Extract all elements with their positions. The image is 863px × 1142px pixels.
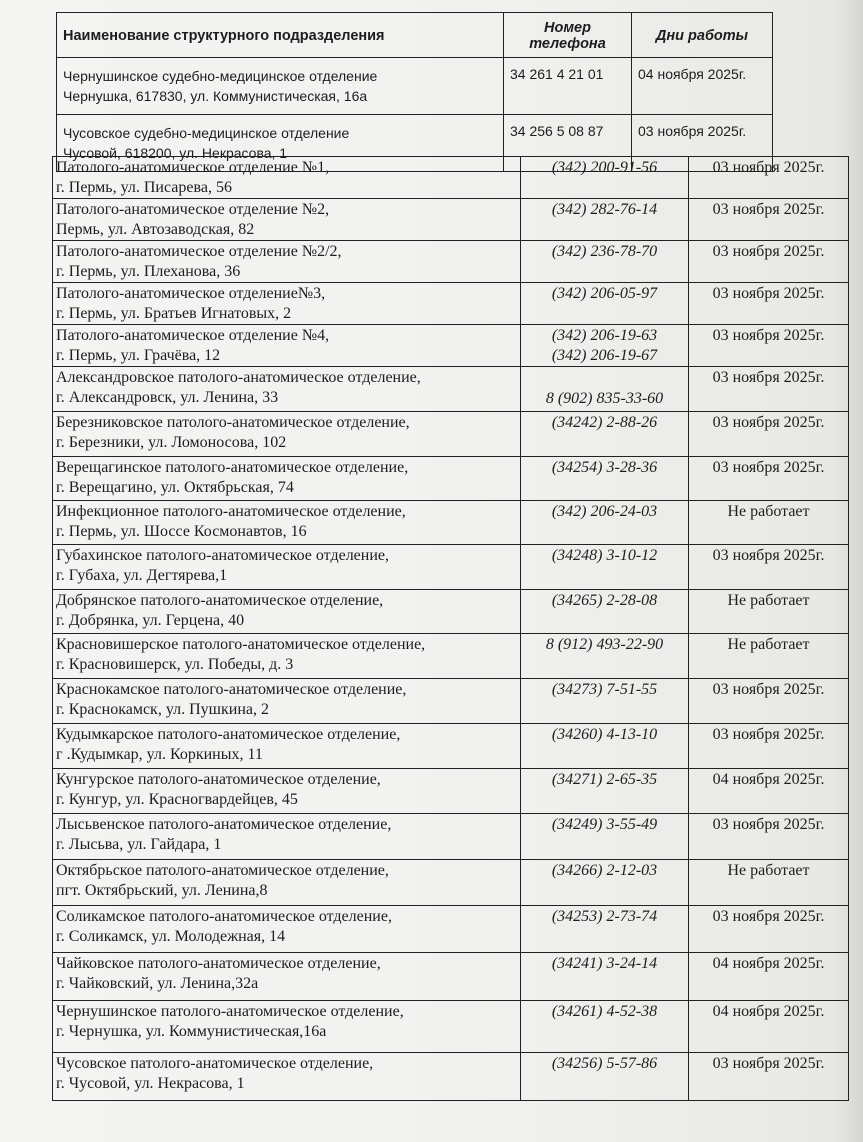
department-address: г. Чайковский, ул. Ленина,32а: [56, 975, 259, 992]
table-row: [53, 769, 849, 814]
table-row: [57, 58, 773, 115]
phone-cell: [521, 634, 689, 679]
department-address: г. Березники, ул. Ломоносова, 102: [56, 434, 287, 451]
days-cell: 03 ноября 2025г.: [689, 157, 849, 199]
phone-number: (342) 206-19-63: [551, 327, 658, 344]
department-name: Чайковское патолого-анатомическое отделение,: [56, 955, 381, 972]
phone-number: (34242) 2-88-26: [551, 414, 658, 431]
days-cell: 03 ноября 2025г.: [689, 679, 849, 724]
table-row: [53, 634, 849, 679]
header-phone: Номер телефона: [504, 13, 632, 58]
department-name: Губахинское патолого-анатомическое отделение,: [56, 547, 389, 564]
table-row: [53, 906, 849, 953]
phone-number-secondary: (342) 206-19-67: [551, 347, 658, 364]
table-row: [53, 724, 849, 769]
phone-cell: [521, 157, 689, 199]
days-cell: 03 ноября 2025г.: [689, 457, 849, 501]
table-row: [53, 860, 849, 906]
department-name: Соликамское патолого-анатомическое отделение,: [56, 908, 392, 925]
department-name-cell: [53, 199, 521, 241]
days-cell: 04 ноября 2025г.: [689, 1001, 849, 1053]
days-cell: 03 ноября 2025г.: [689, 367, 849, 412]
department-name: Чусовское патолого-анатомическое отделение,: [56, 1055, 374, 1072]
table-row: [53, 679, 849, 724]
department-name: Инфекционное патолого-анатомическое отделение,: [56, 503, 406, 520]
department-name-cell: [53, 724, 521, 769]
phone-cell: [521, 199, 689, 241]
department-address: г. Пермь, ул. Шоссе Космонавтов, 16: [56, 523, 307, 540]
phone-number: (342) 236-78-70: [551, 243, 658, 260]
phone-cell: [521, 241, 689, 283]
phone-cell: [521, 590, 689, 634]
department-name: Чернушинское судебно-медицинское отделение: [63, 68, 378, 84]
days-cell: 03 ноября 2025г.: [689, 906, 849, 953]
phone-cell: [521, 769, 689, 814]
phone-cell: 34 261 4 21 01: [504, 58, 632, 115]
table-row: [53, 157, 849, 199]
department-name: Патолого-анатомическое отделение №1,: [56, 159, 330, 176]
days-cell: 03 ноября 2025г.: [689, 545, 849, 590]
table-row: [53, 457, 849, 501]
header-days: Дни работы: [632, 13, 773, 58]
phone-number: (34248) 3-10-12: [551, 547, 658, 564]
department-name-cell: [53, 157, 521, 199]
department-address: г. Пермь, ул. Писарева, 56: [56, 179, 232, 196]
table-row: [53, 367, 849, 412]
department-name-cell: [53, 590, 521, 634]
department-address: Чусовой, 618200, ул. Некрасова, 1: [63, 145, 288, 161]
phone-cell: [521, 1001, 689, 1053]
department-address: г. Добрянка, ул. Герцена, 40: [56, 612, 245, 629]
phone-cell: [521, 367, 689, 412]
department-name: Березниковское патолого-анатомическое отделение,: [56, 414, 410, 431]
days-cell: 04 ноября 2025г.: [632, 58, 773, 115]
department-name: Патолого-анатомическое отделение №4,: [56, 327, 330, 344]
department-name-cell: [53, 814, 521, 860]
department-name-cell: [53, 679, 521, 724]
phone-number: (34266) 2-12-03: [551, 862, 658, 879]
department-name: Верещагинское патолого-анатомическое отделение,: [56, 459, 409, 476]
phone-cell: [521, 457, 689, 501]
department-name-cell: [53, 457, 521, 501]
days-cell: 03 ноября 2025г.: [689, 241, 849, 283]
days-cell: Не работает: [689, 860, 849, 906]
days-cell: 04 ноября 2025г.: [689, 953, 849, 1001]
phone-cell: [521, 953, 689, 1001]
days-cell: 03 ноября 2025г.: [689, 325, 849, 367]
phone-cell: [521, 724, 689, 769]
department-name: Краснокамское патолого-анатомическое отделение,: [56, 681, 407, 698]
table-row: [53, 953, 849, 1001]
table-row: [53, 241, 849, 283]
days-cell: 03 ноября 2025г.: [689, 199, 849, 241]
department-name-cell: [53, 906, 521, 953]
phone-cell: [521, 325, 689, 367]
days-cell: 03 ноября 2025г.: [689, 724, 849, 769]
department-name-cell: [53, 367, 521, 412]
phone-cell: [521, 283, 689, 325]
days-cell: 03 ноября 2025г.: [689, 283, 849, 325]
pathology-table-body: [53, 157, 849, 1101]
department-name-cell: [53, 283, 521, 325]
phone-cell: [521, 814, 689, 860]
table-row: [53, 325, 849, 367]
department-name: Патолого-анатомическое отделение №2,: [56, 201, 330, 218]
department-name-cell: [53, 325, 521, 367]
table-row: [53, 501, 849, 545]
days-cell: 03 ноября 2025г.: [689, 814, 849, 860]
table-row: [53, 545, 849, 590]
department-address: Пермь, ул. Автозаводская, 82: [56, 221, 255, 238]
phone-cell: 34 256 5 08 87: [504, 115, 632, 172]
department-name-cell: [53, 953, 521, 1001]
department-name: Октябрьское патолого-анатомическое отделение,: [56, 862, 389, 879]
phone-number: (34254) 3-28-36: [551, 459, 658, 476]
department-name-cell: [53, 634, 521, 679]
department-name: Патолого-анатомическое отделение №2/2,: [56, 243, 342, 260]
phone-number: (34241) 3-24-14: [551, 955, 658, 972]
table-row: [53, 199, 849, 241]
phone-cell: [521, 860, 689, 906]
department-name-cell: [57, 58, 504, 115]
phone-number: (342) 206-24-03: [551, 503, 658, 520]
days-cell: 03 ноября 2025г.: [689, 412, 849, 457]
department-name: Чусовское судебно-медицинское отделение: [63, 125, 350, 141]
department-address: г. Соликамск, ул. Молодежная, 14: [56, 928, 286, 945]
department-name: Кудымкарское патолого-анатомическое отделение,: [56, 726, 401, 743]
department-name: Кунгурское патолого-анатомическое отделение,: [56, 771, 381, 788]
department-address: г .Кудымкар, ул. Коркиных, 11: [56, 746, 263, 763]
department-address: г. Чусовой, ул. Некрасова, 1: [56, 1075, 245, 1092]
phone-number: (34260) 4-13-10: [551, 726, 658, 743]
department-address: г. Краснокамск, ул. Пушкина, 2: [56, 701, 269, 718]
phone-cell: [521, 679, 689, 724]
department-address: г. Кунгур, ул. Красногвардейцев, 45: [56, 791, 298, 808]
phone-number: (342) 282-76-14: [551, 201, 658, 218]
phone-number: (34249) 3-55-49: [551, 816, 658, 833]
phone-number: (34265) 2-28-08: [551, 592, 658, 609]
table-row: [53, 412, 849, 457]
phone-number: (34256) 5-57-86: [551, 1055, 658, 1072]
department-address: Чернушка, 617830, ул. Коммунистическая, 16а: [63, 88, 368, 104]
phone-number: (342) 206-05-97: [551, 285, 658, 302]
phone-number: (34271) 2-65-35: [551, 771, 658, 788]
department-name-cell: [53, 1053, 521, 1101]
department-name: Красновишерское патолого-анатомическое отделение,: [56, 636, 426, 653]
days-cell: Не работает: [689, 634, 849, 679]
table-row: [53, 1053, 849, 1101]
phone-cell: [521, 545, 689, 590]
phone-number: 8 (902) 835-33-60: [545, 390, 664, 407]
department-name: Чернушинское патолого-анатомическое отделение,: [56, 1003, 404, 1020]
department-address: г. Губаха, ул. Дегтярева,1: [56, 567, 228, 584]
phone-number: (34273) 7-51-55: [551, 681, 658, 698]
department-address: г. Чернушка, ул. Коммунистическая,16а: [56, 1023, 327, 1040]
department-name-cell: [53, 412, 521, 457]
phone-number: 8 (912) 493-22-90: [545, 636, 664, 653]
table-header-row: [57, 13, 773, 58]
department-address: г. Красновишерск, ул. Победы, д. 3: [56, 656, 294, 673]
department-name-cell: [53, 545, 521, 590]
phone-number: (342) 200-91-56: [551, 159, 658, 176]
phone-cell: [521, 412, 689, 457]
department-name-cell: [53, 769, 521, 814]
department-name-cell: [53, 501, 521, 545]
table-row: [53, 283, 849, 325]
days-cell: 04 ноября 2025г.: [689, 769, 849, 814]
department-name: Добрянское патолого-анатомическое отделение,: [56, 592, 384, 609]
phone-number: (34253) 2-73-74: [551, 908, 658, 925]
forensic-departments-table: [56, 12, 773, 172]
header-name: Наименование структурного подразделения: [57, 13, 504, 58]
phone-number: (34261) 4-52-38: [551, 1003, 658, 1020]
days-cell: Не работает: [689, 590, 849, 634]
department-name: Лысьвенское патолого-анатомическое отделение,: [56, 816, 392, 833]
department-name-cell: [53, 241, 521, 283]
table-row: [53, 590, 849, 634]
days-cell: Не работает: [689, 501, 849, 545]
days-cell: 03 ноября 2025г.: [632, 115, 773, 172]
department-address: г. Пермь, ул. Плеханова, 36: [56, 263, 241, 280]
department-address: г. Верещагино, ул. Октябрьская, 74: [56, 479, 294, 496]
table-row: [53, 1001, 849, 1053]
department-address: г. Пермь, ул. Грачёва, 12: [56, 347, 221, 364]
table-row: [53, 814, 849, 860]
department-address: пгт. Октябрьский, ул. Ленина,8: [56, 882, 268, 899]
phone-cell: [521, 501, 689, 545]
department-address: г. Лысьва, ул. Гайдара, 1: [56, 836, 222, 853]
department-name: Патолого-анатомическое отделение№3,: [56, 285, 326, 302]
pathology-departments-table: [52, 156, 849, 1101]
department-name-cell: [53, 1001, 521, 1053]
department-name: Александровское патолого-анатомическое отделение,: [56, 369, 421, 386]
department-address: г. Александровск, ул. Ленина, 33: [56, 389, 279, 406]
department-name-cell: [53, 860, 521, 906]
phone-cell: [521, 1053, 689, 1101]
days-cell: 03 ноября 2025г.: [689, 1053, 849, 1101]
phone-cell: [521, 906, 689, 953]
department-address: г. Пермь, ул. Братьев Игнатовых, 2: [56, 305, 292, 322]
